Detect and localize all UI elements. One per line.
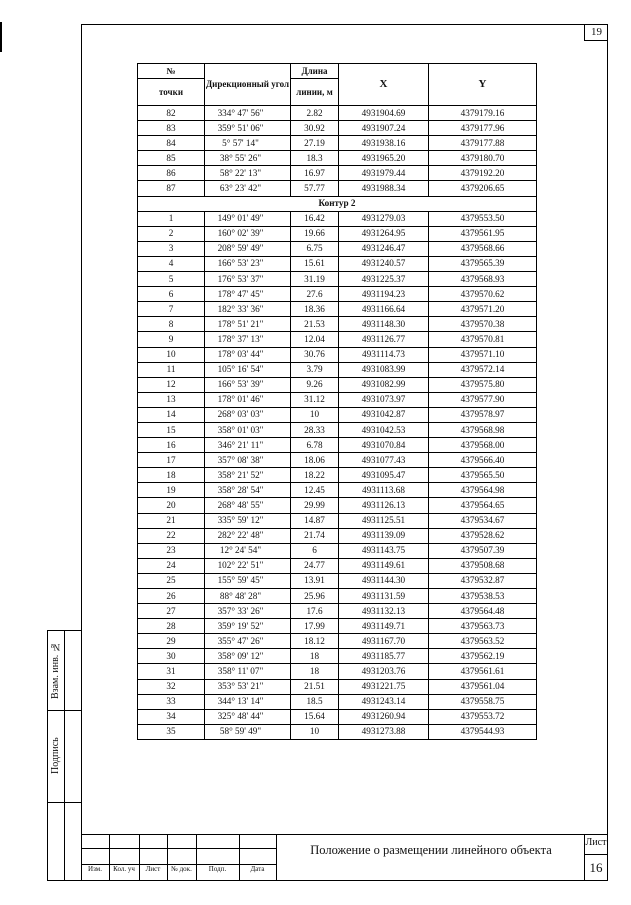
cell-y: 4379179.16 xyxy=(429,106,537,121)
table-row xyxy=(138,453,537,468)
cell-point-no: 20 xyxy=(138,498,205,513)
stamp-col-date: Дата xyxy=(250,865,265,873)
cell-y: 4379577.90 xyxy=(429,392,537,407)
cell-direction-angle: 355° 47' 26" xyxy=(205,634,291,649)
cell-y: 4379564.65 xyxy=(429,498,537,513)
cell-y: 4379565.50 xyxy=(429,468,537,483)
table-row xyxy=(138,166,537,181)
cell-y: 4379532.87 xyxy=(429,573,537,588)
header-y: Y xyxy=(429,64,537,106)
stamp-line xyxy=(109,834,110,881)
cell-length: 24.77 xyxy=(291,558,339,573)
cell-point-no: 2 xyxy=(138,226,205,241)
cell-length: 12.45 xyxy=(291,483,339,498)
table-row xyxy=(138,664,537,679)
cell-y: 4379507.39 xyxy=(429,543,537,558)
table-row xyxy=(138,392,537,407)
cell-point-no: 29 xyxy=(138,634,205,649)
cell-point-no: 87 xyxy=(138,181,205,196)
cell-x: 4931185.77 xyxy=(339,649,429,664)
cell-point-no: 16 xyxy=(138,438,205,453)
cell-y: 4379562.19 xyxy=(429,649,537,664)
cell-y: 4379544.93 xyxy=(429,724,537,739)
cell-length: 6.75 xyxy=(291,241,339,256)
table-row xyxy=(138,422,537,437)
cell-length: 16.97 xyxy=(291,166,339,181)
table-row xyxy=(138,151,537,166)
cell-x: 4931988.34 xyxy=(339,181,429,196)
cell-length: 18.06 xyxy=(291,453,339,468)
cell-x: 4931243.14 xyxy=(339,694,429,709)
cell-direction-angle: 166° 53' 39" xyxy=(205,377,291,392)
sheet-label: Лист xyxy=(585,837,607,848)
cell-point-no: 83 xyxy=(138,121,205,136)
stamp-col-count: Кол. уч xyxy=(113,865,135,873)
cell-point-no: 33 xyxy=(138,694,205,709)
cell-point-no: 17 xyxy=(138,453,205,468)
cell-x: 4931126.13 xyxy=(339,498,429,513)
cell-length: 18.22 xyxy=(291,468,339,483)
cell-direction-angle: 358° 21' 52" xyxy=(205,468,291,483)
cell-length: 6 xyxy=(291,543,339,558)
cell-length: 18.5 xyxy=(291,694,339,709)
cell-x: 4931264.95 xyxy=(339,226,429,241)
cell-y: 4379564.48 xyxy=(429,604,537,619)
cell-y: 4379575.80 xyxy=(429,377,537,392)
cell-x: 4931148.30 xyxy=(339,317,429,332)
cell-length: 18 xyxy=(291,664,339,679)
cell-direction-angle: 346° 21' 11" xyxy=(205,438,291,453)
cell-x: 4931070.84 xyxy=(339,438,429,453)
cell-point-no: 22 xyxy=(138,528,205,543)
cell-length: 10 xyxy=(291,724,339,739)
cell-direction-angle: 178° 03' 44" xyxy=(205,347,291,362)
table-row xyxy=(138,136,537,151)
table-row xyxy=(138,211,537,226)
cell-y: 4379508.68 xyxy=(429,558,537,573)
stamp-col-change: Изм. xyxy=(88,865,102,873)
cell-y: 4379578.97 xyxy=(429,407,537,422)
cell-y: 4379566.40 xyxy=(429,453,537,468)
cell-x: 4931203.76 xyxy=(339,664,429,679)
cell-point-no: 85 xyxy=(138,151,205,166)
stamp-line xyxy=(239,834,240,881)
table-row xyxy=(138,634,537,649)
table-row xyxy=(138,483,537,498)
side-strip-divider xyxy=(47,802,81,803)
cell-length: 10 xyxy=(291,407,339,422)
table-row xyxy=(138,694,537,709)
contour-label: Контур 2 xyxy=(138,196,537,211)
cell-point-no: 21 xyxy=(138,513,205,528)
stamp-line xyxy=(584,854,608,855)
cell-direction-angle: 12° 24' 54" xyxy=(205,543,291,558)
cell-point-no: 25 xyxy=(138,573,205,588)
cell-direction-angle: 268° 03' 03" xyxy=(205,407,291,422)
stamp-line xyxy=(81,848,276,849)
cell-point-no: 4 xyxy=(138,256,205,271)
cell-x: 4931979.44 xyxy=(339,166,429,181)
table-row xyxy=(138,589,537,604)
table-row xyxy=(138,302,537,317)
cell-direction-angle: 38° 55' 26" xyxy=(205,151,291,166)
cell-x: 4931143.75 xyxy=(339,543,429,558)
cell-y: 4379568.00 xyxy=(429,438,537,453)
table-row xyxy=(138,332,537,347)
table-row xyxy=(138,558,537,573)
cell-y: 4379558.75 xyxy=(429,694,537,709)
cell-direction-angle: 358° 28' 54" xyxy=(205,483,291,498)
cell-y: 4379534.67 xyxy=(429,513,537,528)
table-row xyxy=(138,407,537,422)
cell-point-no: 11 xyxy=(138,362,205,377)
cell-length: 57.77 xyxy=(291,181,339,196)
cell-y: 4379568.93 xyxy=(429,272,537,287)
cell-length: 18.12 xyxy=(291,634,339,649)
cell-x: 4931240.57 xyxy=(339,256,429,271)
cell-direction-angle: 335° 59' 12" xyxy=(205,513,291,528)
table-row xyxy=(138,347,537,362)
cell-point-no: 26 xyxy=(138,589,205,604)
cell-point-no: 34 xyxy=(138,709,205,724)
table-row xyxy=(138,241,537,256)
cell-length: 15.64 xyxy=(291,709,339,724)
cell-length: 2.82 xyxy=(291,106,339,121)
table-row xyxy=(138,181,537,196)
side-label-signature: Подпись xyxy=(50,737,61,775)
table-body-part2 xyxy=(138,211,537,739)
cell-direction-angle: 359° 19' 52" xyxy=(205,619,291,634)
cell-length: 17.99 xyxy=(291,619,339,634)
cell-y: 4379177.96 xyxy=(429,121,537,136)
cell-point-no: 15 xyxy=(138,422,205,437)
cell-y: 4379572.14 xyxy=(429,362,537,377)
table-row xyxy=(138,287,537,302)
cell-direction-angle: 105° 16' 54" xyxy=(205,362,291,377)
cell-x: 4931042.53 xyxy=(339,422,429,437)
stamp-col-doc: № док. xyxy=(171,865,192,873)
cell-point-no: 9 xyxy=(138,332,205,347)
cell-direction-angle: 344° 13' 14" xyxy=(205,694,291,709)
cell-y: 4379180.70 xyxy=(429,151,537,166)
cell-length: 25.96 xyxy=(291,589,339,604)
cell-y: 4379571.10 xyxy=(429,347,537,362)
stamp-line xyxy=(167,834,168,881)
table-row xyxy=(138,377,537,392)
cell-length: 12.04 xyxy=(291,332,339,347)
cell-direction-angle: 358° 09' 12" xyxy=(205,649,291,664)
cell-point-no: 30 xyxy=(138,649,205,664)
stamp-line xyxy=(139,834,140,881)
cell-x: 4931042.87 xyxy=(339,407,429,422)
cell-direction-angle: 357° 33' 26" xyxy=(205,604,291,619)
cell-x: 4931131.59 xyxy=(339,589,429,604)
cell-length: 17.6 xyxy=(291,604,339,619)
page-number: 19 xyxy=(584,24,608,41)
contour-row xyxy=(138,196,537,211)
cell-direction-angle: 178° 37' 13" xyxy=(205,332,291,347)
table-row xyxy=(138,649,537,664)
cell-point-no: 13 xyxy=(138,392,205,407)
cell-length: 29.99 xyxy=(291,498,339,513)
cell-point-no: 6 xyxy=(138,287,205,302)
stamp-col-sheet: Лист xyxy=(145,865,161,873)
header-direction-angle: Дирекционный угол xyxy=(205,64,291,106)
page-edge-mark xyxy=(0,22,2,52)
cell-direction-angle: 359° 51' 06" xyxy=(205,121,291,136)
table-row xyxy=(138,468,537,483)
cell-y: 4379561.95 xyxy=(429,226,537,241)
cell-x: 4931095.47 xyxy=(339,468,429,483)
side-label-replacement-inv: Взам. инв. № xyxy=(50,641,61,699)
cell-length: 27.6 xyxy=(291,287,339,302)
cell-x: 4931139.09 xyxy=(339,528,429,543)
cell-length: 16.42 xyxy=(291,211,339,226)
cell-y: 4379571.20 xyxy=(429,302,537,317)
cell-point-no: 24 xyxy=(138,558,205,573)
cell-point-no: 12 xyxy=(138,377,205,392)
cell-direction-angle: 88° 48' 28" xyxy=(205,589,291,604)
cell-x: 4931194.23 xyxy=(339,287,429,302)
cell-x: 4931132.13 xyxy=(339,604,429,619)
header-length-unit: линии, м xyxy=(291,79,339,106)
cell-length: 31.12 xyxy=(291,392,339,407)
cell-point-no: 23 xyxy=(138,543,205,558)
coordinates-table xyxy=(137,63,537,740)
cell-x: 4931114.73 xyxy=(339,347,429,362)
cell-length: 30.92 xyxy=(291,121,339,136)
table-row xyxy=(138,619,537,634)
cell-point-no: 35 xyxy=(138,724,205,739)
table-row xyxy=(138,528,537,543)
table-row xyxy=(138,121,537,136)
cell-y: 4379563.73 xyxy=(429,619,537,634)
table-row xyxy=(138,724,537,739)
sheet-number: 16 xyxy=(589,860,603,875)
cell-length: 19.66 xyxy=(291,226,339,241)
side-strip xyxy=(47,630,81,881)
cell-y: 4379563.52 xyxy=(429,634,537,649)
cell-y: 4379565.39 xyxy=(429,256,537,271)
cell-x: 4931167.70 xyxy=(339,634,429,649)
cell-x: 4931907.24 xyxy=(339,121,429,136)
cell-y: 4379553.72 xyxy=(429,709,537,724)
cell-y: 4379561.04 xyxy=(429,679,537,694)
stamp-line xyxy=(81,834,82,881)
cell-direction-angle: 178° 51' 21" xyxy=(205,317,291,332)
side-strip-column-right xyxy=(64,630,81,881)
cell-length: 18 xyxy=(291,649,339,664)
cell-length: 13.91 xyxy=(291,573,339,588)
cell-y: 4379538.53 xyxy=(429,589,537,604)
cell-direction-angle: 353° 53' 21" xyxy=(205,679,291,694)
cell-x: 4931904.69 xyxy=(339,106,429,121)
cell-length: 18.36 xyxy=(291,302,339,317)
cell-direction-angle: 176° 53' 37" xyxy=(205,272,291,287)
table-row xyxy=(138,226,537,241)
cell-direction-angle: 282° 22' 48" xyxy=(205,528,291,543)
cell-direction-angle: 155° 59' 45" xyxy=(205,573,291,588)
cell-point-no: 86 xyxy=(138,166,205,181)
table-body-part1 xyxy=(138,106,537,197)
cell-y: 4379192.20 xyxy=(429,166,537,181)
cell-point-no: 84 xyxy=(138,136,205,151)
cell-point-no: 7 xyxy=(138,302,205,317)
cell-point-no: 28 xyxy=(138,619,205,634)
cell-direction-angle: 58° 59' 49" xyxy=(205,724,291,739)
cell-x: 4931965.20 xyxy=(339,151,429,166)
title-block xyxy=(81,834,608,881)
cell-direction-angle: 178° 47' 45" xyxy=(205,287,291,302)
cell-length: 21.74 xyxy=(291,528,339,543)
table-row xyxy=(138,498,537,513)
cell-y: 4379177.88 xyxy=(429,136,537,151)
cell-x: 4931260.94 xyxy=(339,709,429,724)
table-row xyxy=(138,709,537,724)
stamp-line xyxy=(196,834,197,881)
cell-direction-angle: 325° 48' 44" xyxy=(205,709,291,724)
cell-direction-angle: 5° 57' 14" xyxy=(205,136,291,151)
cell-y: 4379553.50 xyxy=(429,211,537,226)
cell-length: 21.53 xyxy=(291,317,339,332)
cell-point-no: 3 xyxy=(138,241,205,256)
cell-direction-angle: 58° 22' 13" xyxy=(205,166,291,181)
table-row xyxy=(138,317,537,332)
contour-section xyxy=(138,196,537,211)
table-row xyxy=(138,362,537,377)
cell-x: 4931126.77 xyxy=(339,332,429,347)
cell-direction-angle: 268° 48' 55" xyxy=(205,498,291,513)
cell-direction-angle: 63° 23' 42" xyxy=(205,181,291,196)
cell-point-no: 10 xyxy=(138,347,205,362)
cell-x: 4931082.99 xyxy=(339,377,429,392)
table-row xyxy=(138,543,537,558)
cell-direction-angle: 149° 01' 49" xyxy=(205,211,291,226)
header-length: Длина xyxy=(291,64,339,79)
table-row xyxy=(138,272,537,287)
cell-length: 30.76 xyxy=(291,347,339,362)
cell-direction-angle: 208° 59' 49" xyxy=(205,241,291,256)
cell-point-no: 1 xyxy=(138,211,205,226)
cell-length: 18.3 xyxy=(291,151,339,166)
cell-y: 4379564.98 xyxy=(429,483,537,498)
cell-x: 4931246.47 xyxy=(339,241,429,256)
cell-direction-angle: 160° 02' 39" xyxy=(205,226,291,241)
table-row xyxy=(138,106,537,121)
cell-length: 15.61 xyxy=(291,256,339,271)
cell-direction-angle: 102° 22' 51" xyxy=(205,558,291,573)
cell-x: 4931113.68 xyxy=(339,483,429,498)
cell-x: 4931938.16 xyxy=(339,136,429,151)
cell-point-no: 32 xyxy=(138,679,205,694)
cell-x: 4931221.75 xyxy=(339,679,429,694)
cell-length: 27.19 xyxy=(291,136,339,151)
table-row xyxy=(138,438,537,453)
cell-x: 4931225.37 xyxy=(339,272,429,287)
cell-x: 4931144.30 xyxy=(339,573,429,588)
table-row xyxy=(138,573,537,588)
cell-x: 4931083.99 xyxy=(339,362,429,377)
cell-direction-angle: 182° 33' 36" xyxy=(205,302,291,317)
cell-direction-angle: 166° 53' 23" xyxy=(205,256,291,271)
cell-length: 14.87 xyxy=(291,513,339,528)
cell-length: 9.26 xyxy=(291,377,339,392)
cell-length: 3.79 xyxy=(291,362,339,377)
cell-x: 4931073.97 xyxy=(339,392,429,407)
cell-x: 4931273.88 xyxy=(339,724,429,739)
cell-y: 4379570.81 xyxy=(429,332,537,347)
cell-y: 4379568.66 xyxy=(429,241,537,256)
cell-y: 4379206.65 xyxy=(429,181,537,196)
cell-x: 4931125.51 xyxy=(339,513,429,528)
table-row xyxy=(138,604,537,619)
cell-x: 4931166.64 xyxy=(339,302,429,317)
cell-y: 4379570.38 xyxy=(429,317,537,332)
cell-length: 6.78 xyxy=(291,438,339,453)
cell-point-no: 5 xyxy=(138,272,205,287)
table-row xyxy=(138,513,537,528)
cell-length: 31.19 xyxy=(291,272,339,287)
cell-y: 4379561.61 xyxy=(429,664,537,679)
cell-point-no: 31 xyxy=(138,664,205,679)
table-row xyxy=(138,256,537,271)
cell-x: 4931279.03 xyxy=(339,211,429,226)
cell-direction-angle: 358° 11' 07" xyxy=(205,664,291,679)
cell-point-no: 27 xyxy=(138,604,205,619)
header-point-label: точки xyxy=(138,79,205,106)
cell-length: 21.51 xyxy=(291,679,339,694)
cell-x: 4931149.71 xyxy=(339,619,429,634)
cell-point-no: 8 xyxy=(138,317,205,332)
header-point-no: № xyxy=(138,64,205,79)
cell-point-no: 19 xyxy=(138,483,205,498)
header-x: X xyxy=(339,64,429,106)
cell-x: 4931149.61 xyxy=(339,558,429,573)
cell-length: 28.33 xyxy=(291,422,339,437)
cell-y: 4379570.62 xyxy=(429,287,537,302)
stamp-col-signature: Подп. xyxy=(208,865,227,873)
cell-point-no: 14 xyxy=(138,407,205,422)
cell-y: 4379568.98 xyxy=(429,422,537,437)
cell-direction-angle: 178° 01' 46" xyxy=(205,392,291,407)
stamp-top-line xyxy=(81,834,608,835)
cell-x: 4931077.43 xyxy=(339,453,429,468)
cell-y: 4379528.62 xyxy=(429,528,537,543)
cell-direction-angle: 358° 01' 03" xyxy=(205,422,291,437)
document-title: Положение о размещении линейного объекта xyxy=(310,843,552,857)
cell-direction-angle: 334° 47' 56" xyxy=(205,106,291,121)
table-row xyxy=(138,679,537,694)
cell-point-no: 82 xyxy=(138,106,205,121)
cell-point-no: 18 xyxy=(138,468,205,483)
cell-direction-angle: 357° 08' 38" xyxy=(205,453,291,468)
